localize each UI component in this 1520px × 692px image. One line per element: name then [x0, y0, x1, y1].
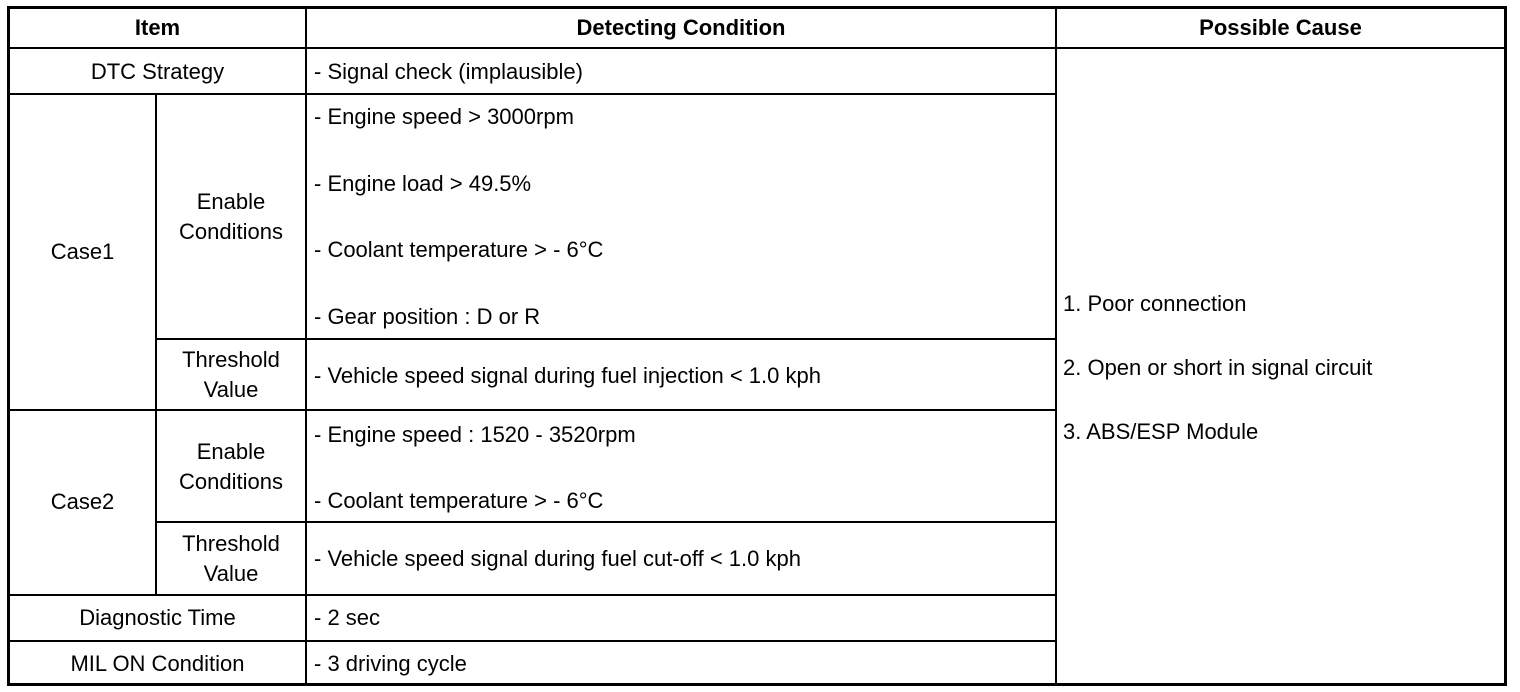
case1-threshold-value: - Vehicle speed signal during fuel injection < 1.0 kph — [314, 363, 821, 388]
diagnostic-time-label: Diagnostic Time — [79, 605, 236, 630]
case2-threshold-label-line1: Threshold — [182, 531, 280, 556]
row-divider-dtc — [7, 93, 1056, 95]
row-divider-case1-threshold — [155, 338, 1056, 340]
case2-enable-label-line2: Conditions — [179, 469, 283, 494]
case2-condition-engine-speed: - Engine speed : 1520 - 3520rpm — [314, 422, 636, 447]
case1-label: Case1 — [50, 239, 115, 264]
header-detecting-condition: Detecting Condition — [576, 15, 786, 40]
header-possible-cause: Possible Cause — [1199, 15, 1362, 40]
case2-condition-coolant: - Coolant temperature > - 6°C — [314, 488, 604, 513]
row-divider-case2-threshold — [155, 521, 1056, 523]
case2-label: Case2 — [50, 489, 115, 514]
case2-threshold-label — [157, 529, 305, 589]
possible-cause-2: 2. Open or short in signal circuit — [1063, 355, 1373, 380]
case2-enable-label-line1: Enable — [196, 439, 266, 464]
possible-cause-1: 1. Poor connection — [1063, 291, 1247, 316]
case1-condition-gear: - Gear position : D or R — [314, 304, 541, 329]
row-divider-case2 — [7, 594, 1056, 596]
case1-condition-coolant: - Coolant temperature > - 6°C — [314, 237, 604, 262]
dtc-strategy-condition: - Signal check (implausible) — [314, 59, 583, 84]
col-divider-condition — [1055, 7, 1057, 685]
dtc-strategy-label: DTC Strategy — [90, 59, 225, 84]
header-divider — [7, 47, 1507, 49]
possible-cause-3: 3. ABS/ESP Module — [1063, 419, 1259, 444]
diagnostic-time-value: - 2 sec — [314, 605, 381, 630]
case2-threshold-label-line2: Value — [203, 561, 259, 586]
case1-condition-engine-load: - Engine load > 49.5% — [314, 171, 532, 196]
case1-threshold-label-line1: Threshold — [182, 347, 280, 372]
col-divider-item — [305, 7, 307, 685]
row-divider-diagnostic — [7, 640, 1056, 642]
case1-enable-label-line1: Enable — [196, 189, 266, 214]
header-item: Item — [134, 15, 181, 40]
case1-condition-engine-speed: - Engine speed > 3000rpm — [314, 104, 574, 129]
case1-threshold-label-line2: Value — [203, 377, 259, 402]
mil-on-condition-value: - 3 driving cycle — [314, 651, 467, 676]
mil-on-condition-label: MIL ON Condition — [70, 651, 245, 676]
case1-enable-label-line2: Conditions — [179, 219, 283, 244]
row-divider-case1 — [7, 409, 1056, 411]
case1-enable-label — [157, 187, 305, 247]
case1-threshold-label — [157, 345, 305, 405]
case2-threshold-value: - Vehicle speed signal during fuel cut-off < 1.0 kph — [314, 546, 801, 571]
case2-enable-label — [157, 437, 305, 497]
